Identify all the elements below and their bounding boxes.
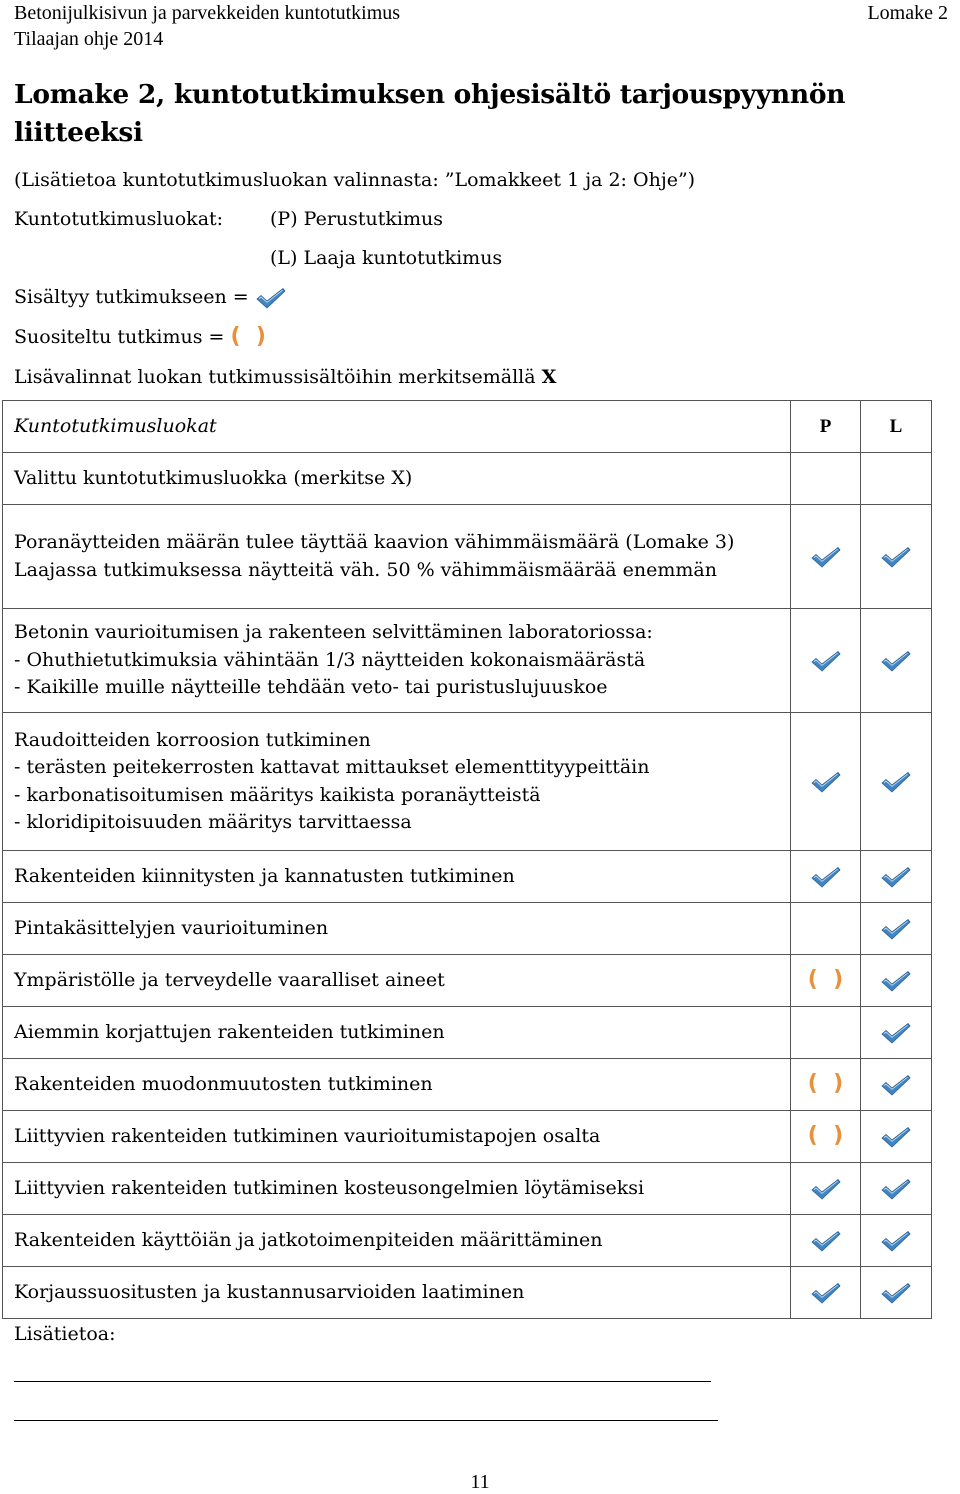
row-text-line: Rakenteiden kiinnitysten ja kannatusten tutkiminen — [14, 864, 515, 887]
table-row — [3, 1215, 932, 1267]
column-l-cell[interactable] — [861, 1215, 932, 1267]
recommended-legend — [14, 325, 266, 349]
row-text-line: - Kaikille muille näytteille tehdään veto- tai puristuslujuuskoe — [14, 676, 608, 699]
row-description — [3, 505, 791, 609]
class-p-description: (P) Perustutkimus — [270, 208, 443, 230]
table-row — [3, 505, 932, 609]
row-text-line: Betonin vaurioitumisen ja rakenteen selvittäminen laboratoriossa: — [14, 621, 653, 644]
row-text-line: Poranäytteiden määrän tulee täyttää kaavion vähimmäismäärä (Lomake 3) — [14, 531, 735, 553]
row-text-line: Aiemmin korjattujen rakenteiden tutkiminen — [14, 1020, 445, 1043]
row-description — [3, 1007, 791, 1059]
column-p-cell[interactable] — [791, 1215, 861, 1267]
row-description — [3, 1111, 791, 1163]
check-icon — [880, 1073, 912, 1097]
extra-selection-legend — [14, 365, 556, 389]
header-guide-year: Tilaajan ohje 2014 — [14, 28, 164, 50]
row-text-line: Raudoitteiden korroosion tutkiminen — [14, 728, 371, 751]
page-number: 11 — [470, 1471, 490, 1493]
extra-info-fill-line[interactable] — [14, 1420, 718, 1421]
check-icon — [880, 1021, 912, 1045]
check-icon — [880, 1281, 912, 1305]
table-row — [3, 1007, 932, 1059]
check-icon — [880, 969, 912, 993]
row-description — [3, 955, 791, 1007]
included-legend — [14, 285, 287, 310]
check-icon — [880, 917, 912, 941]
row-description — [3, 1059, 791, 1111]
row-description — [3, 1215, 791, 1267]
classes-label: Kuntotutkimusluokat: — [14, 208, 224, 230]
column-p-cell[interactable] — [791, 1163, 861, 1215]
selected-class-l-cell[interactable] — [861, 453, 932, 505]
row-text-line: - karbonatisoitumisen määritys kaikista poranäytteistä — [14, 783, 541, 806]
selected-class-p-cell[interactable] — [791, 453, 861, 505]
header-form-id: Lomake 2 — [867, 2, 948, 24]
table-header-row — [3, 401, 932, 453]
table-header-label: Kuntotutkimusluokat — [3, 401, 791, 453]
recommended-label: Suositeltu tutkimus = — [14, 326, 225, 348]
table-row — [3, 713, 932, 851]
check-icon — [880, 865, 912, 889]
class-l-description: (L) Laaja kuntotutkimus — [270, 247, 503, 269]
column-l-cell[interactable] — [861, 1267, 932, 1319]
check-icon — [880, 1177, 912, 1201]
row-text-line: - Ohuthietutkimuksia vähintään 1/3 näytteiden kokonaismäärästä — [14, 648, 646, 671]
table-row — [3, 955, 932, 1007]
row-description — [3, 1163, 791, 1215]
row-text-line: Laajassa tutkimuksessa näytteitä väh. 50 % vähimmäismäärää enemmän — [14, 558, 717, 581]
selected-class-label: Valittu kuntotutkimusluokka (merkitse X) — [3, 453, 791, 505]
column-p-cell[interactable] — [791, 1111, 861, 1163]
row-text-line: Pintakäsittelyjen vaurioituminen — [14, 916, 329, 939]
column-header-p: P — [791, 401, 861, 453]
row-text-line: Liittyvien rakenteiden tutkiminen kosteusongelmien löytämiseksi — [14, 1176, 645, 1199]
check-icon — [810, 770, 842, 794]
table-row — [3, 1111, 932, 1163]
recommended-parentheses-icon: ( ) — [230, 324, 266, 349]
recommended-parentheses-icon: ( ) — [807, 966, 844, 992]
table-row — [3, 851, 932, 903]
table-row — [3, 1163, 932, 1215]
column-l-cell[interactable] — [861, 505, 932, 609]
column-p-cell[interactable] — [791, 851, 861, 903]
column-l-cell[interactable] — [861, 609, 932, 713]
included-label: Sisältyy tutkimukseen = — [14, 286, 249, 308]
row-text-line: Rakenteiden muodonmuutosten tutkiminen — [14, 1072, 433, 1095]
intro-note: (Lisätietoa kuntotutkimusluokan valinnasta: ”Lomakkeet 1 ja 2: Ohje”) — [14, 169, 696, 191]
column-l-cell[interactable] — [861, 851, 932, 903]
check-icon — [810, 649, 842, 673]
extra-selection-label: Lisävalinnat luokan tutkimussisältöihin merkitsemällä — [14, 366, 536, 388]
column-l-cell[interactable] — [861, 955, 932, 1007]
column-l-cell[interactable] — [861, 1111, 932, 1163]
header-document-title: Betonijulkisivun ja parvekkeiden kuntotutkimus — [14, 2, 401, 24]
selected-class-row — [3, 453, 932, 505]
table-row — [3, 1267, 932, 1319]
row-text-line: Ympäristölle ja terveydelle vaaralliset aineet — [14, 968, 445, 991]
row-description — [3, 1267, 791, 1319]
column-p-cell[interactable] — [791, 1059, 861, 1111]
column-p-cell[interactable] — [791, 505, 861, 609]
row-description — [3, 713, 791, 851]
page-title: Lomake 2, kuntotutkimuksen ohjesisältö tarjouspyynnön liitteeksi — [14, 79, 846, 148]
table-row — [3, 1059, 932, 1111]
table-row — [3, 609, 932, 713]
check-icon — [810, 1281, 842, 1305]
column-l-cell[interactable] — [861, 1163, 932, 1215]
recommended-parentheses-icon: ( ) — [807, 1122, 844, 1148]
row-description — [3, 609, 791, 713]
check-icon — [880, 1229, 912, 1253]
extra-info-fill-line[interactable] — [14, 1381, 711, 1382]
extra-selection-mark: X — [541, 366, 557, 388]
check-icon — [810, 1177, 842, 1201]
column-header-l: L — [861, 401, 932, 453]
column-l-cell[interactable] — [861, 903, 932, 955]
extra-info-label: Lisätietoa: — [14, 1323, 116, 1345]
check-icon — [810, 1229, 842, 1253]
row-description — [3, 903, 791, 955]
check-icon — [255, 286, 287, 310]
check-icon — [880, 545, 912, 569]
check-icon — [880, 1125, 912, 1149]
row-text-line: Korjaussuositusten ja kustannusarvioiden laatiminen — [14, 1280, 525, 1303]
column-l-cell[interactable] — [861, 1007, 932, 1059]
column-p-cell[interactable] — [791, 955, 861, 1007]
column-l-cell[interactable] — [861, 1059, 932, 1111]
row-description — [3, 851, 791, 903]
row-text-line: Liittyvien rakenteiden tutkiminen vaurioitumistapojen osalta — [14, 1124, 601, 1147]
row-text-line: - terästen peitekerrosten kattavat mittaukset elementtityypeittäin — [14, 756, 650, 778]
table-row — [3, 903, 932, 955]
check-icon — [810, 865, 842, 889]
check-icon — [880, 649, 912, 673]
column-l-cell[interactable] — [861, 713, 932, 851]
check-icon — [880, 770, 912, 794]
column-p-cell[interactable] — [791, 1007, 861, 1059]
column-p-cell[interactable] — [791, 713, 861, 851]
recommended-parentheses-icon: ( ) — [807, 1070, 844, 1096]
row-text-line: Rakenteiden käyttöiän ja jatkotoimenpiteiden määrittäminen — [14, 1228, 603, 1251]
column-p-cell[interactable] — [791, 1267, 861, 1319]
column-p-cell[interactable] — [791, 609, 861, 713]
check-icon — [810, 545, 842, 569]
study-contents-table — [2, 400, 932, 1319]
column-p-cell[interactable] — [791, 903, 861, 955]
row-text-line: - kloridipitoisuuden määritys tarvittaessa — [14, 811, 412, 833]
